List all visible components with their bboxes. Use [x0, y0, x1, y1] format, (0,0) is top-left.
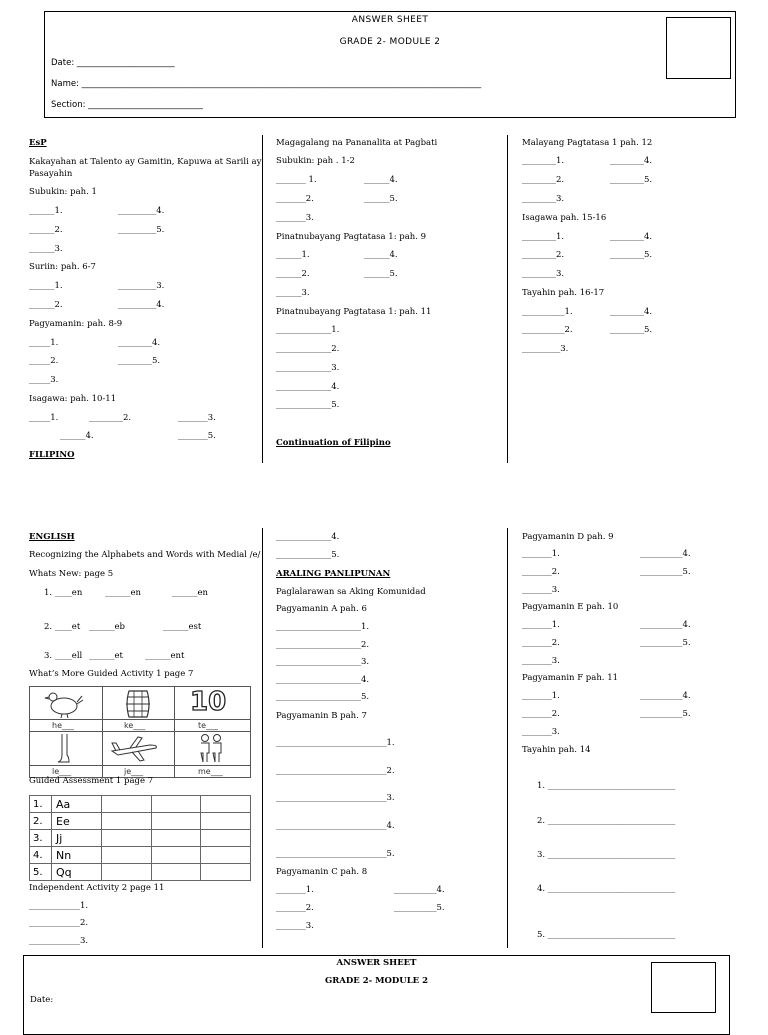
- answer-blank[interactable]: __________1.: [522, 307, 573, 317]
- grid-line: [102, 686, 103, 778]
- answer-blank[interactable]: __________2.: [522, 325, 573, 335]
- isagawa-label: Isagawa: pah. 10-11: [29, 394, 117, 404]
- grid-line: [29, 731, 251, 732]
- answer-cell[interactable]: [151, 813, 201, 830]
- keg-icon: [124, 689, 152, 719]
- answer-blank[interactable]: _____3.: [29, 375, 59, 385]
- answer-blank[interactable]: __________________________5.: [276, 849, 395, 859]
- letter-pair: Aa: [52, 796, 102, 813]
- word-blank[interactable]: ______est: [163, 622, 202, 632]
- answer-blank[interactable]: _______1.: [522, 549, 560, 559]
- answer-blank[interactable]: ________2.: [89, 413, 132, 423]
- answer-cell[interactable]: [201, 796, 251, 813]
- picture-word: me___: [198, 767, 223, 776]
- letter-pair: Ee: [52, 813, 102, 830]
- answer-cell[interactable]: [151, 796, 201, 813]
- answer-blank[interactable]: ________5.: [118, 356, 161, 366]
- tayahin-label: Tayahin pah. 16-17: [522, 288, 605, 298]
- answer-blank[interactable]: _______3.: [522, 656, 560, 666]
- section-field[interactable]: Section: ___________________________: [51, 100, 203, 110]
- answer-blank[interactable]: _________3.: [522, 344, 569, 354]
- answer-blank[interactable]: _____1.: [29, 413, 59, 423]
- row-number: 4.: [30, 847, 52, 864]
- answer-blank[interactable]: __________4.: [640, 620, 691, 630]
- answer-blank[interactable]: __________4.: [640, 691, 691, 701]
- pinatnubayang-label: Pinatnubayang Pagtatasa 1: pah. 9: [276, 232, 427, 242]
- answer-blank[interactable]: ______5.: [364, 269, 398, 279]
- guided-assessment-label: Guided Assessment 1 page 7: [29, 776, 154, 786]
- answer-blank[interactable]: _______3.: [276, 213, 314, 223]
- esp-topic-line1: Kakayahan at Talento ay Gamitin, Kapuwa at Sarili ay: [29, 157, 262, 167]
- pagyamanin-a-label: Pagyamanin A pah. 6: [276, 604, 367, 614]
- answer-blank[interactable]: ______3.: [29, 244, 63, 254]
- answer-blank[interactable]: ________4.: [610, 156, 653, 166]
- answer-blank[interactable]: _____________5.: [276, 400, 340, 410]
- answer-blank[interactable]: __________5.: [640, 567, 691, 577]
- picture-word: ke___: [124, 721, 146, 730]
- answer-blank[interactable]: _____________4.: [276, 532, 340, 542]
- answer-line[interactable]: 5. ______________________________: [537, 930, 676, 940]
- jet-icon: [110, 735, 160, 763]
- subukin-label: Subukin: pah . 1-2: [276, 156, 355, 166]
- answer-cell[interactable]: [151, 864, 201, 881]
- whats-new-label: Whats New: page 5: [29, 569, 114, 579]
- malayang-label: Malayang Pagtatasa 1 pah. 12: [522, 138, 653, 148]
- answer-blank[interactable]: ____________________4.: [276, 675, 370, 685]
- row-number: 2.: [30, 813, 52, 830]
- answer-blank[interactable]: ________1.: [522, 232, 565, 242]
- answer-cell[interactable]: [102, 830, 152, 847]
- picture-word: te___: [198, 721, 219, 730]
- esp-heading: EsP: [29, 138, 47, 148]
- letters-table-row: [30, 813, 251, 830]
- name-field[interactable]: Name: ______________________________________________________________________________________________: [51, 79, 482, 89]
- filipino-topic: Magagalang na Pananalita at Pagbati: [276, 138, 438, 148]
- children-icon: [196, 733, 226, 763]
- answer-blank[interactable]: _______2.: [276, 194, 314, 204]
- answer-blank[interactable]: ________5.: [610, 250, 653, 260]
- answer-blank[interactable]: ______3.: [276, 288, 310, 298]
- answer-blank[interactable]: ______5.: [364, 194, 398, 204]
- answer-blank[interactable]: _____2.: [29, 356, 59, 366]
- answer-blank[interactable]: _______2.: [276, 903, 314, 913]
- subukin-label: Subukin: pah. 1: [29, 187, 97, 197]
- answer-blank[interactable]: ________2.: [522, 175, 565, 185]
- pinatnubayang-label: Pinatnubayang Pagtatasa 1: pah. 11: [276, 307, 432, 317]
- answer-blank[interactable]: ______4.: [364, 250, 398, 260]
- answer-blank[interactable]: __________5.: [394, 903, 445, 913]
- answer-cell[interactable]: [201, 847, 251, 864]
- date-field[interactable]: Date:: [30, 995, 54, 1005]
- answer-blank[interactable]: ________2.: [522, 250, 565, 260]
- column-divider: [262, 135, 263, 463]
- answer-blank[interactable]: __________4.: [394, 885, 445, 895]
- grid-line: [29, 719, 251, 720]
- answer-blank[interactable]: ________3.: [522, 269, 565, 279]
- answer-blank[interactable]: _______1.: [276, 885, 314, 895]
- answer-blank[interactable]: ____________________2.: [276, 640, 370, 650]
- answer-blank[interactable]: _____________1.: [276, 325, 340, 335]
- letters-table-row: [30, 847, 251, 864]
- word-blank[interactable]: ______ent: [145, 651, 185, 661]
- header-title: ANSWER SHEET: [336, 958, 417, 968]
- letters-table-row: [30, 864, 251, 881]
- tayahin-label: Tayahin pah. 14: [522, 745, 591, 755]
- word-blank[interactable]: 2. ____et: [44, 622, 81, 632]
- answer-blank[interactable]: ______2.: [276, 269, 310, 279]
- number-ten-picture: 10: [190, 687, 227, 717]
- answer-blank[interactable]: __________4.: [640, 549, 691, 559]
- letter-pair: Nn: [52, 847, 102, 864]
- row-number: 1.: [30, 796, 52, 813]
- hen-icon: [44, 690, 84, 718]
- pagyamanin-c-label: Pagyamanin C pah. 8: [276, 867, 368, 877]
- answer-blank[interactable]: _____1.: [29, 338, 59, 348]
- letter-pair: Qq: [52, 864, 102, 881]
- answer-blank[interactable]: ____________1.: [29, 901, 89, 911]
- filipino-heading: FILIPINO: [29, 450, 75, 460]
- letter-pair: Jj: [52, 830, 102, 847]
- answer-blank[interactable]: ____________________5.: [276, 692, 370, 702]
- english-heading: ENGLISH: [29, 532, 75, 542]
- date-field[interactable]: Date: _______________________: [51, 58, 175, 68]
- picture-word: le___: [52, 767, 72, 776]
- answer-cell[interactable]: [201, 864, 251, 881]
- answer-blank[interactable]: ______1.: [29, 206, 63, 216]
- answer-cell[interactable]: [102, 864, 152, 881]
- pagyamanin-b-label: Pagyamanin B pah. 7: [276, 711, 367, 721]
- answer-blank[interactable]: ____________3.: [29, 936, 89, 946]
- answer-blank[interactable]: _______1.: [522, 620, 560, 630]
- answer-blank[interactable]: _______ 1.: [276, 175, 317, 185]
- answer-blank[interactable]: _____________3.: [276, 363, 340, 373]
- ap-topic: Paglalarawan sa Aking Komunidad: [276, 587, 426, 597]
- picture-word: je___: [124, 767, 144, 776]
- answer-blank[interactable]: __________________________1.: [276, 738, 395, 748]
- header-title: ANSWER SHEET: [351, 15, 429, 25]
- answer-blank[interactable]: ________5.: [610, 325, 653, 335]
- column-divider: [507, 135, 508, 463]
- pagyamanin-e-label: Pagyamanin E pah. 10: [522, 602, 619, 612]
- answer-blank[interactable]: _____________4.: [276, 382, 340, 392]
- row-number: 3.: [30, 830, 52, 847]
- answer-blank[interactable]: ____________________3.: [276, 657, 370, 667]
- word-blank[interactable]: 1. ____en: [44, 588, 83, 598]
- answer-blank[interactable]: ________4.: [610, 232, 653, 242]
- answer-blank[interactable]: ____________2.: [29, 918, 89, 928]
- word-blank[interactable]: ______eb: [89, 622, 125, 632]
- answer-blank[interactable]: _______2.: [522, 709, 560, 719]
- answer-cell[interactable]: [102, 796, 152, 813]
- word-blank[interactable]: ______et: [89, 651, 123, 661]
- answer-blank[interactable]: ______1.: [276, 250, 310, 260]
- answer-blank[interactable]: ________4.: [610, 307, 653, 317]
- suriin-label: Suriin: pah. 6-7: [29, 262, 96, 272]
- answer-blank[interactable]: ______1.: [29, 281, 63, 291]
- answer-blank[interactable]: ____________________1.: [276, 622, 370, 632]
- row-number: 5.: [30, 864, 52, 881]
- answer-blank[interactable]: __________5.: [640, 709, 691, 719]
- answer-cell[interactable]: [201, 830, 251, 847]
- answer-blank[interactable]: _______2.: [522, 567, 560, 577]
- answer-blank[interactable]: ________4.: [118, 338, 161, 348]
- answer-blank[interactable]: _______5.: [178, 431, 216, 441]
- answer-blank[interactable]: _________5.: [118, 225, 165, 235]
- answer-blank[interactable]: ________1.: [522, 156, 565, 166]
- header-subtitle: GRADE 2- MODULE 2: [339, 37, 441, 47]
- answer-blank[interactable]: _________3.: [118, 281, 165, 291]
- word-blank[interactable]: 3. ____ell: [44, 651, 83, 661]
- answer-blank[interactable]: ______2.: [29, 225, 63, 235]
- letters-table-row: [30, 830, 251, 847]
- word-blank[interactable]: ______en: [105, 588, 142, 598]
- answer-blank[interactable]: _______3.: [178, 413, 216, 423]
- answer-blank[interactable]: ______4.: [364, 175, 398, 185]
- answer-line[interactable]: 4. ______________________________: [537, 884, 676, 894]
- word-blank[interactable]: ______en: [172, 588, 209, 598]
- score-box: [651, 962, 716, 1013]
- answer-blank[interactable]: _____________5.: [276, 550, 340, 560]
- letters-table: [29, 795, 251, 881]
- answer-cell[interactable]: [102, 813, 152, 830]
- leg-icon: [54, 733, 76, 765]
- answer-cell[interactable]: [102, 847, 152, 864]
- answer-blank[interactable]: __________5.: [640, 638, 691, 648]
- answer-blank[interactable]: _______3.: [276, 921, 314, 931]
- grid-line: [174, 686, 175, 778]
- answer-cell[interactable]: [151, 847, 201, 864]
- picture-word: he___: [52, 721, 74, 730]
- whats-more-label: What’s More Guided Activity 1 page 7: [29, 669, 194, 679]
- araling-panlipunan-heading: ARALING PANLIPUNAN: [276, 569, 391, 579]
- answer-blank[interactable]: _________4.: [118, 206, 165, 216]
- answer-blank[interactable]: __________________________4.: [276, 821, 395, 831]
- column-divider: [262, 528, 263, 948]
- answer-blank[interactable]: __________________________2.: [276, 766, 395, 776]
- pagyamanin-label: Pagyamanin: pah. 8-9: [29, 319, 123, 329]
- answer-blank[interactable]: _______2.: [522, 638, 560, 648]
- answer-blank[interactable]: _______3.: [522, 585, 560, 595]
- answer-line[interactable]: 1. ______________________________: [537, 781, 676, 791]
- continuation-heading: Continuation of Filipino: [276, 438, 391, 448]
- header-subtitle: GRADE 2- MODULE 2: [324, 976, 429, 986]
- answer-blank[interactable]: ________5.: [610, 175, 653, 185]
- esp-topic-line2: Pasayahin: [29, 169, 73, 179]
- answer-blank[interactable]: _______3.: [522, 727, 560, 737]
- pagyamanin-d-label: Pagyamanin D pah. 9: [522, 532, 614, 542]
- answer-line[interactable]: 2. ______________________________: [537, 816, 676, 826]
- grid-line: [29, 765, 251, 766]
- answer-cell[interactable]: [151, 830, 201, 847]
- independent-activity-label: Independent Activity 2 page 11: [29, 883, 165, 893]
- isagawa-label: Isagawa pah. 15-16: [522, 213, 607, 223]
- answer-line[interactable]: 3. ______________________________: [537, 850, 676, 860]
- answer-cell[interactable]: [201, 813, 251, 830]
- letters-table-row: [30, 796, 251, 813]
- answer-blank[interactable]: ________3.: [522, 194, 565, 204]
- answer-blank[interactable]: __________________________3.: [276, 793, 395, 803]
- column-divider: [507, 528, 508, 948]
- answer-blank[interactable]: ______2.: [29, 300, 63, 310]
- english-topic: Recognizing the Alphabets and Words with Medial /e/: [29, 550, 261, 560]
- answer-blank[interactable]: _________4.: [118, 300, 165, 310]
- answer-blank[interactable]: _______1.: [522, 691, 560, 701]
- score-box: [666, 17, 731, 79]
- answer-blank[interactable]: ______4.: [60, 431, 94, 441]
- pagyamanin-f-label: Pagyamanin F pah. 11: [522, 673, 619, 683]
- answer-blank[interactable]: _____________2.: [276, 344, 340, 354]
